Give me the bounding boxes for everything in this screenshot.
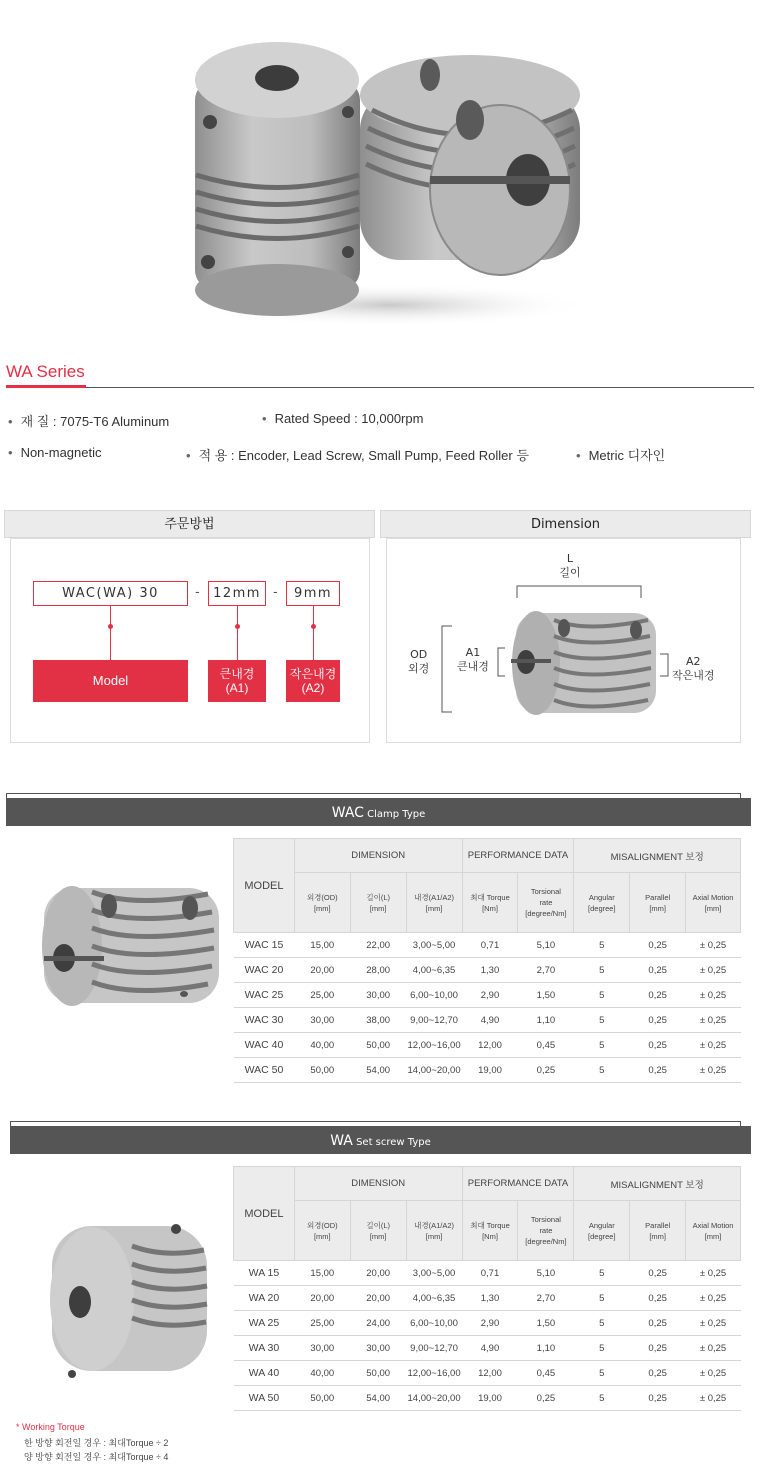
value-cell: ± 0,25 [686,1361,741,1386]
value-cell: 0,71 [462,933,518,958]
value-cell: 30,00 [294,1008,350,1033]
value-cell: ± 0,25 [686,1336,741,1361]
value-cell: 24,00 [350,1311,406,1336]
value-cell: 5 [574,1386,630,1411]
header-length: 길이(L) [mm] [350,1201,406,1261]
value-cell: ± 0,25 [686,1286,741,1311]
value-cell: 0,25 [630,1033,686,1058]
value-cell: 15,00 [294,1261,350,1286]
spec-application: • 적 용 : Encoder, Lead Screw, Small Pump, Feed Roller 등 [186,448,529,463]
connector-dot [235,624,240,629]
wac-product-image [14,838,232,1084]
order-panel [10,538,370,743]
wac-section-bar: WAC Clamp Type [6,798,751,826]
value-cell: 5 [574,1261,630,1286]
note-line-2: 양 방향 회전일 경우 : 최대Torque ÷ 4 [24,1452,169,1462]
value-cell: ± 0,25 [686,1311,741,1336]
value-cell: 0,25 [630,1361,686,1386]
header-torsional: Torsional rate [degree/Nm] [518,1201,574,1261]
dimension-panel-title: Dimension [380,510,751,538]
value-cell: 5 [574,1361,630,1386]
title-accent-bar [6,385,86,388]
table-row [234,1008,741,1033]
order-dash-1: - [195,585,200,600]
value-cell: 0,45 [518,1361,574,1386]
value-cell: 12,00 [462,1361,518,1386]
value-cell: ± 0,25 [686,1058,741,1083]
value-cell: 0,25 [630,958,686,983]
wa-product-image [14,1166,232,1414]
connector-dot [311,624,316,629]
value-cell: 12,00 [462,1033,518,1058]
value-cell: 0,25 [518,1386,574,1411]
header-parallel: Parallel [mm] [630,873,686,933]
value-cell: 50,00 [350,1361,406,1386]
header-angular: Angular [degree] [574,1201,630,1261]
header-misalignment: MISALIGNMENT 보정 [574,1167,741,1201]
value-cell: 5,10 [518,1261,574,1286]
value-cell: ± 0,25 [686,933,741,958]
model-cell: WAC 20 [234,958,295,983]
value-cell: 20,00 [294,1286,350,1311]
value-cell: ± 0,25 [686,1261,741,1286]
order-code-a1: 12mm [208,581,266,606]
header-od: 외경(OD) [mm] [294,873,350,933]
spec-metric: • Metric 디자인 [576,448,666,463]
value-cell: 0,25 [630,1286,686,1311]
table-row [234,1386,741,1411]
dim-label-od: OD 외경 [408,648,430,675]
model-cell: WA 50 [234,1386,295,1411]
table-row [234,1033,741,1058]
value-cell: 20,00 [294,958,350,983]
value-cell: 30,00 [350,1336,406,1361]
value-cell: 0,25 [630,1058,686,1083]
value-cell: 38,00 [350,1008,406,1033]
series-title: WA Series [6,362,85,381]
value-cell: 5 [574,1286,630,1311]
header-dimension: DIMENSION [294,839,462,873]
table-row [234,983,741,1008]
value-cell: 0,25 [630,1311,686,1336]
value-cell: 3,00~5,00 [406,1261,462,1286]
value-cell: 4,00~6,35 [406,1286,462,1311]
spec-non-magnetic: • Non-magnetic [8,445,102,460]
model-cell: WAC 50 [234,1058,295,1083]
order-dash-2: - [273,585,278,600]
value-cell: 28,00 [350,958,406,983]
value-cell: 22,00 [350,933,406,958]
value-cell: 5 [574,933,630,958]
value-cell: ± 0,25 [686,1033,741,1058]
value-cell: 6,00~10,00 [406,983,462,1008]
model-cell: WA 20 [234,1286,295,1311]
header-model: MODEL [234,839,295,933]
model-cell: WAC 25 [234,983,295,1008]
wa-section-bar: WA Set screw Type [10,1126,751,1154]
header-torsional: Torsional rate [degree/Nm] [518,873,574,933]
model-cell: WA 40 [234,1361,295,1386]
header-torque: 최대 Torque [Nm] [462,873,518,933]
value-cell: ± 0,25 [686,1008,741,1033]
value-cell: 6,00~10,00 [406,1311,462,1336]
value-cell: 5 [574,983,630,1008]
divider [6,387,754,388]
header-length: 길이(L) [mm] [350,873,406,933]
wa-spec-table [233,1166,741,1411]
value-cell: 40,00 [294,1361,350,1386]
value-cell: 12,00~16,00 [406,1361,462,1386]
value-cell: 1,30 [462,958,518,983]
value-cell: 0,25 [630,1261,686,1286]
dimension-drawing [386,538,741,743]
header-angular: Angular [degree] [574,873,630,933]
value-cell: 0,25 [630,1336,686,1361]
value-cell: 19,00 [462,1386,518,1411]
model-cell: WAC 15 [234,933,295,958]
header-bore: 내경(A1/A2) [mm] [406,1201,462,1261]
model-cell: WAC 40 [234,1033,295,1058]
header-performance: PERFORMANCE DATA [462,1167,574,1201]
value-cell: 2,90 [462,983,518,1008]
value-cell: 19,00 [462,1058,518,1083]
value-cell: 5 [574,1311,630,1336]
value-cell: 25,00 [294,1311,350,1336]
value-cell: 5 [574,1058,630,1083]
value-cell: 5 [574,1033,630,1058]
value-cell: 5 [574,1008,630,1033]
value-cell: 0,25 [518,1058,574,1083]
model-cell: WAC 30 [234,1008,295,1033]
value-cell: 1,10 [518,1336,574,1361]
connector-line [313,606,314,660]
value-cell: 2,70 [518,1286,574,1311]
value-cell: 0,25 [630,1008,686,1033]
dim-label-a1: A1 큰내경 [457,646,489,673]
note-title: * Working Torque [16,1422,85,1432]
value-cell: 50,00 [294,1386,350,1411]
connector-line [237,606,238,660]
value-cell: 14,00~20,00 [406,1058,462,1083]
connector-dot [108,624,113,629]
order-code-a2: 9mm [286,581,340,606]
value-cell: 9,00~12,70 [406,1336,462,1361]
value-cell: ± 0,25 [686,1386,741,1411]
value-cell: 20,00 [350,1286,406,1311]
value-cell: 30,00 [294,1336,350,1361]
spec-rated-speed: • Rated Speed : 10,000rpm [262,411,424,426]
table-row [234,1361,741,1386]
header-misalignment: MISALIGNMENT 보정 [574,839,741,873]
wac-spec-table [233,838,741,1083]
value-cell: 1,50 [518,983,574,1008]
value-cell: 15,00 [294,933,350,958]
table-row [234,1261,741,1286]
value-cell: 5 [574,958,630,983]
table-row [234,933,741,958]
value-cell: 1,10 [518,1008,574,1033]
value-cell: 0,25 [630,1386,686,1411]
value-cell: 0,71 [462,1261,518,1286]
dim-label-l: L 길이 [559,552,581,579]
value-cell: 25,00 [294,983,350,1008]
table-row [234,958,741,983]
order-code-model: WAC(WA) 30 [33,581,188,606]
value-cell: 30,00 [350,983,406,1008]
value-cell: 4,90 [462,1008,518,1033]
value-cell: 14,00~20,00 [406,1386,462,1411]
value-cell: 5 [574,1336,630,1361]
value-cell: 1,30 [462,1286,518,1311]
header-performance: PERFORMANCE DATA [462,839,574,873]
value-cell: 0,25 [630,983,686,1008]
model-cell: WA 25 [234,1311,295,1336]
value-cell: 9,00~12,70 [406,1008,462,1033]
value-cell: 0,45 [518,1033,574,1058]
order-label-model: Model [33,660,188,702]
value-cell: 50,00 [294,1058,350,1083]
value-cell: 3,00~5,00 [406,933,462,958]
order-label-a2: 작은내경 (A2) [286,660,340,702]
hero-product-image [0,0,763,340]
value-cell: 2,90 [462,1311,518,1336]
header-model: MODEL [234,1167,295,1261]
value-cell: 40,00 [294,1033,350,1058]
header-od: 외경(OD) [mm] [294,1201,350,1261]
header-axial: Axial Motion [mm] [686,873,741,933]
value-cell: 4,90 [462,1336,518,1361]
dim-label-a2: A2 작은내경 [672,655,715,682]
value-cell: 12,00~16,00 [406,1033,462,1058]
value-cell: 50,00 [350,1033,406,1058]
value-cell: 20,00 [350,1261,406,1286]
value-cell: 1,50 [518,1311,574,1336]
header-bore: 내경(A1/A2) [mm] [406,873,462,933]
order-panel-title: 주문방법 [4,510,375,538]
value-cell: 4,00~6,35 [406,958,462,983]
table-row [234,1286,741,1311]
header-dimension: DIMENSION [294,1167,462,1201]
value-cell: 0,25 [630,933,686,958]
note-line-1: 한 방향 회전일 경우 : 최대Torque ÷ 2 [24,1438,169,1448]
spec-material: • 재 질 : 7075-T6 Aluminum [8,414,170,429]
header-parallel: Parallel [mm] [630,1201,686,1261]
header-torque: 최대 Torque [Nm] [462,1201,518,1261]
value-cell: 54,00 [350,1386,406,1411]
value-cell: 2,70 [518,958,574,983]
table-row [234,1311,741,1336]
header-axial: Axial Motion [mm] [686,1201,741,1261]
value-cell: 5,10 [518,933,574,958]
table-row [234,1336,741,1361]
table-row [234,1058,741,1083]
connector-line [110,606,111,660]
value-cell: ± 0,25 [686,983,741,1008]
model-cell: WA 30 [234,1336,295,1361]
order-label-a1: 큰내경 (A1) [208,660,266,702]
value-cell: 54,00 [350,1058,406,1083]
model-cell: WA 15 [234,1261,295,1286]
value-cell: ± 0,25 [686,958,741,983]
